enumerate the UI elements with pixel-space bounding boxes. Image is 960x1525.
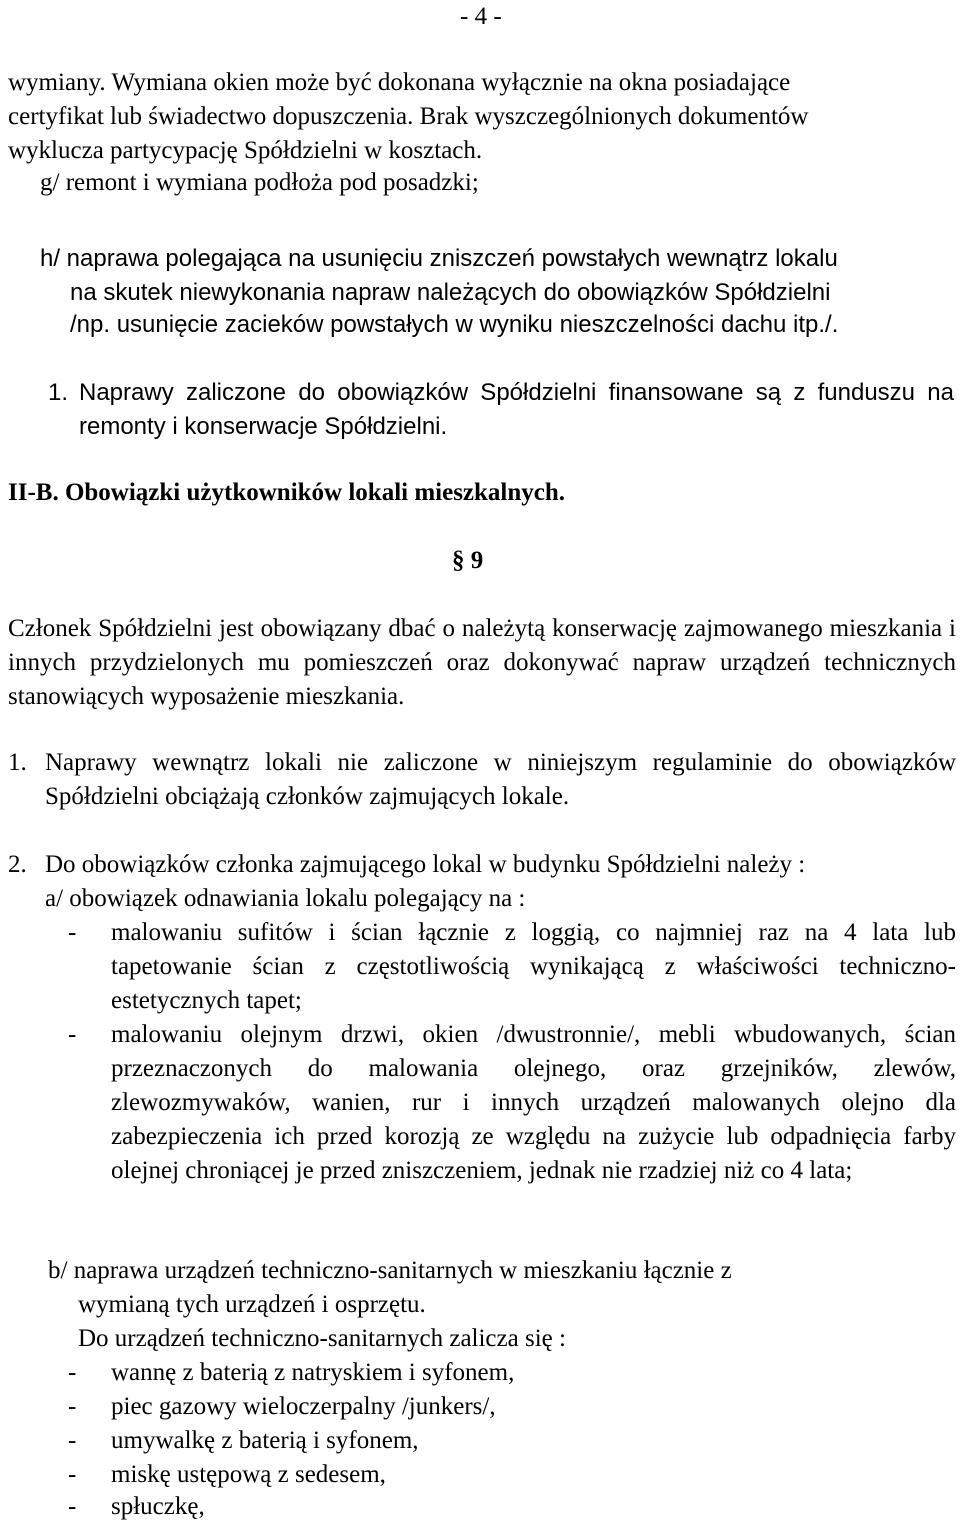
continuation-line-3: wyklucza partycypację Spółdzielni w kosztach.	[8, 137, 483, 164]
point-2-text: Do obowiązków członka zajmującego lokal w budynku Spółdzielni należy :	[45, 851, 806, 878]
sub-b-item-5: spłuczkę,	[111, 1493, 205, 1520]
sub-b-item-5-dash: -	[68, 1493, 77, 1520]
point-1a-text: Naprawy zaliczone do obowiązków Spółdzielni finansowane są z funduszu na remonty i konserwacje Spółdzielni.	[79, 379, 954, 440]
item-h-line-3: /np. usunięcie zacieków powstałych w wyniku nieszczelności dachu itp./.	[70, 311, 839, 338]
sub-b-line-3: Do urządzeń techniczno-sanitarnych zalicza się :	[78, 1325, 566, 1352]
intro-paragraph: Członek Spółdzielni jest obowiązany dbać o należytą konserwację zajmowanego mieszkania i innych przydzielonych mu pomieszczeń oraz dokonywać napraw urządzeń technicznych stanowiących wyposażenie mieszkania.	[8, 615, 956, 710]
sub-b-line-2: wymianą tych urządzeń i osprzętu.	[78, 1291, 426, 1318]
sub-a-item-1: malowaniu sufitów i ścian łącznie z loggią, co najmniej raz na 4 lata lub tapetowanie ścian z częstotliwością wynikającą z właściwości techniczno-estetycznych tapet;	[111, 919, 956, 1014]
item-h-line-2: na skutek niewykonania napraw należących do obowiązków Spółdzielni	[70, 279, 831, 306]
page-number: - 4 -	[460, 3, 502, 30]
sub-a-item-1-dash: -	[68, 919, 77, 946]
sub-b-item-1-dash: -	[68, 1359, 77, 1386]
sub-b-line-1: b/ naprawa urządzeń techniczno-sanitarnych w mieszkaniu łącznie z	[48, 1257, 732, 1284]
point-1a-number: 1.	[48, 379, 69, 406]
point-2-number: 2.	[8, 851, 27, 878]
sub-b-item-2-dash: -	[68, 1393, 77, 1420]
sub-b-item-2: piec gazowy wieloczerpalny /junkers/,	[111, 1393, 496, 1420]
item-h-line-1: h/ naprawa polegająca na usunięciu zniszczeń powstałych wewnątrz lokalu	[40, 245, 838, 272]
sub-b-item-4-dash: -	[68, 1461, 77, 1488]
sub-a-item-2: malowaniu olejnym drzwi, okien /dwustronnie/, mebli wbudowanych, ścian przeznaczonych do malowania olejnego, oraz grzejników, zlewów, zlewozmywaków, wanien, rur i innych urządzeń malowanych olejno dla zabezpieczenia ich przed korozją ze względu na zużycie lub odpadnięcia farby olejnej chroniącej je przed zniszczeniem, jednak nie rzadziej niż co 4 lata;	[111, 1021, 956, 1184]
sub-a-label: a/ obowiązek odnawiania lokalu polegający na :	[45, 885, 526, 912]
point-1b-number: 1.	[8, 749, 27, 776]
section-heading: II-B. Obowiązki użytkowników lokali mieszkalnych.	[8, 479, 566, 506]
sub-b-item-4: miskę ustępową z sedesem,	[111, 1461, 386, 1488]
continuation-line-1: wymiany. Wymiana okien może być dokonana wyłącznie na okna posiadające	[8, 69, 791, 96]
continuation-line-2: certyfikat lub świadectwo dopuszczenia. Brak wyszczególnionych dokumentów	[8, 103, 809, 130]
item-g: g/ remont i wymiana podłoża pod posadzki;	[40, 169, 479, 196]
sub-b-item-3: umywalkę z baterią i syfonem,	[111, 1427, 419, 1454]
point-1b-text: Naprawy wewnątrz lokali nie zaliczone w niniejszym regulaminie do obowiązków Spółdzielni obciążają członków zajmujących lokale.	[45, 749, 956, 810]
sub-b-item-1: wannę z baterią z natryskiem i syfonem,	[111, 1359, 515, 1386]
sub-b-item-3-dash: -	[68, 1427, 77, 1454]
sub-a-item-2-dash: -	[68, 1021, 77, 1048]
paragraph-sign: § 9	[452, 547, 484, 574]
